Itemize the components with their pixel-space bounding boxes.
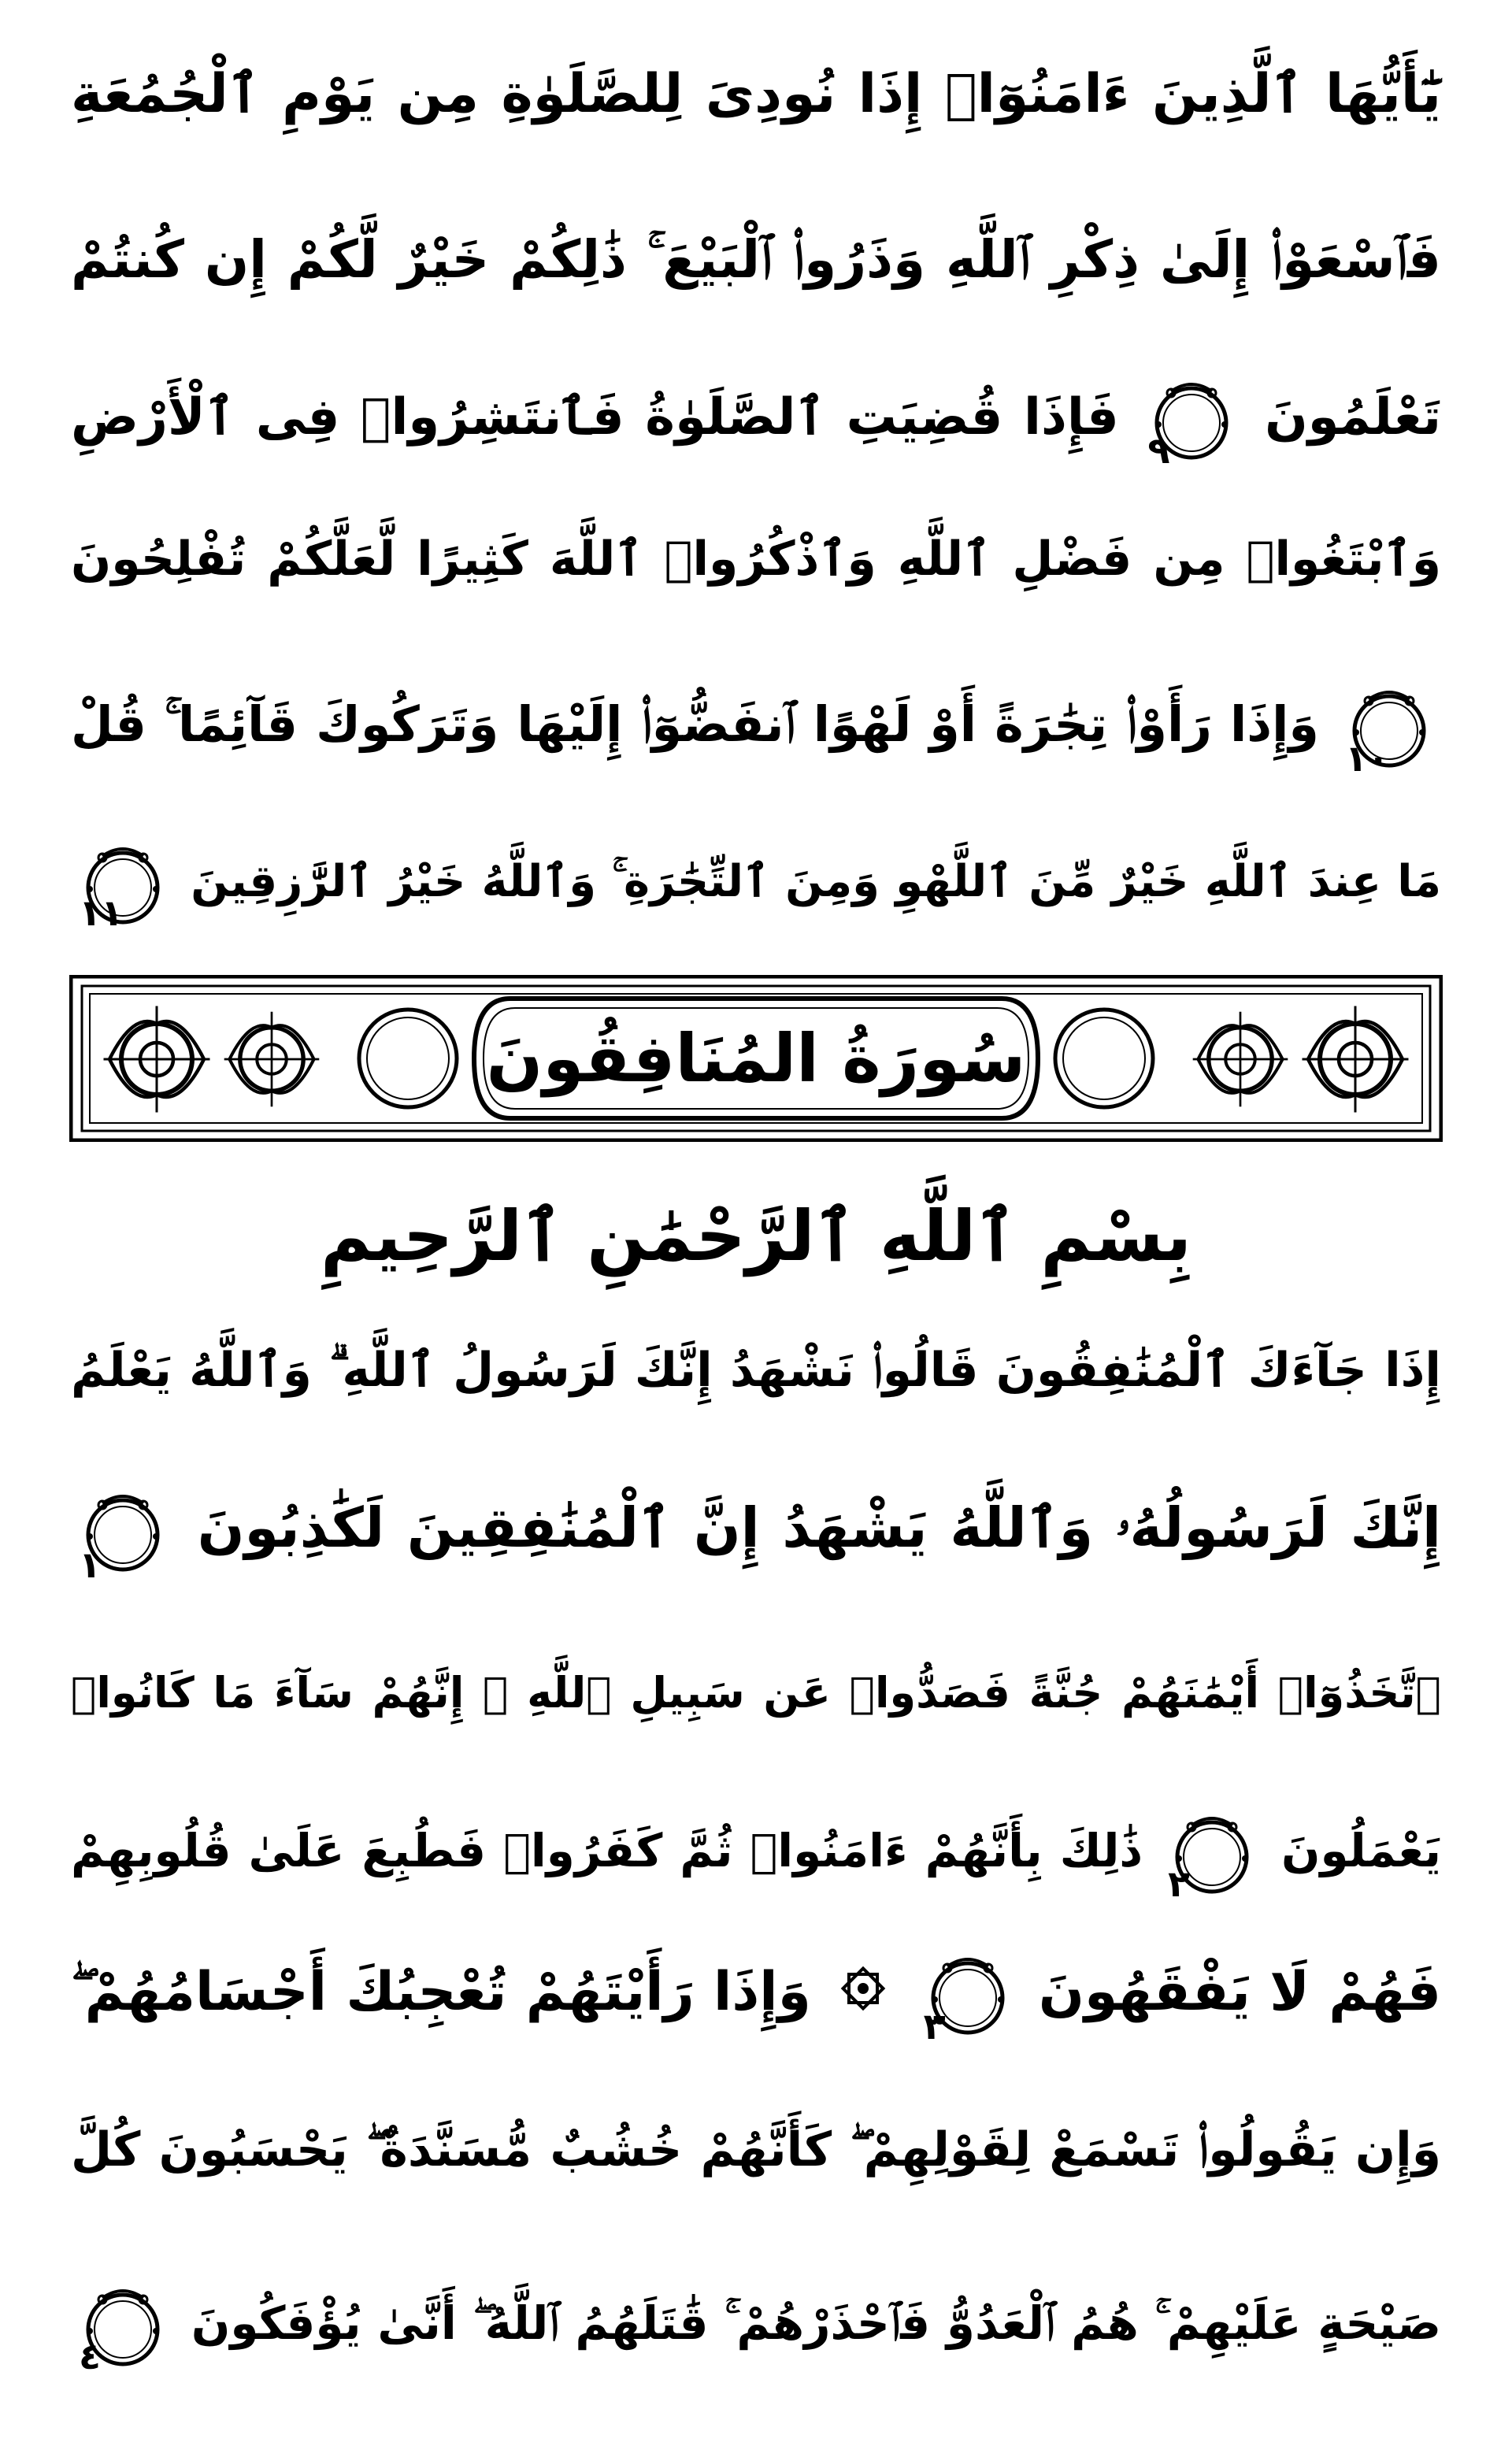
basmala: بِسْمِ ٱللَّهِ ٱلرَّحْمَٰنِ ٱلرَّحِيمِ bbox=[320, 1195, 1192, 1277]
ayah-number: ٣ bbox=[923, 2005, 946, 2048]
ayah-number: ١١ bbox=[79, 891, 124, 934]
verse-text: فَٱسْعَوْا۟ إِلَىٰ ذِكْرِ ٱللَّهِ وَذَرُوا۟ ٱلْبَيْعَ ۚ ذَٰلِكُمْ خَيْرٌ لَّكُمْ إِن كُنتُمْ bbox=[71, 229, 1441, 290]
verse-line-13 bbox=[71, 2252, 1441, 2394]
verse-line-4 bbox=[71, 488, 1441, 630]
verse-text: يَعْمَلُونَ bbox=[1281, 1824, 1441, 1877]
ayah-end-marker-icon bbox=[79, 840, 167, 934]
verse-text: مَا عِندَ ٱللَّهِ خَيْرٌ مِّنَ ٱللَّهْوِ وَمِنَ ٱلتِّجَٰرَةِ ۚ وَٱللَّهُ خَيْرُ ٱلرَّٰزِقِينَ bbox=[191, 856, 1441, 907]
ayah-end-marker-icon bbox=[1168, 1810, 1256, 1905]
ayah-number: ٩ bbox=[1147, 429, 1170, 473]
verse-line-5 bbox=[71, 654, 1441, 795]
verse-line-8 bbox=[71, 1457, 1441, 1599]
ayah-number: ١ bbox=[79, 1543, 102, 1586]
ayah-number: ٢ bbox=[1168, 1862, 1191, 1905]
verse-text: فَهُمْ لَا يَفْقَهُونَ bbox=[1038, 1961, 1441, 2023]
ayah-number: ١٠ bbox=[1345, 736, 1390, 780]
verse-line-9 bbox=[71, 1622, 1441, 1764]
verse-text: تَعْلَمُونَ bbox=[1265, 388, 1442, 447]
verse-text: إِذَا جَآءَكَ ٱلْمُنَٰفِقُونَ قَالُوا۟ نَشْهَدُ إِنَّكَ لَرَسُولُ ٱللَّهِ ۗ وَٱللَّهُ يَعْلَمُ bbox=[71, 1343, 1441, 1398]
verse-line-6 bbox=[71, 811, 1441, 953]
ayah-end-marker-icon bbox=[923, 1951, 1012, 2048]
ayah-number: ٤ bbox=[79, 2334, 102, 2377]
rub-el-hizb-icon bbox=[839, 1924, 887, 2066]
ayah-end-marker-icon bbox=[1345, 684, 1433, 780]
verse-line-2 bbox=[71, 189, 1441, 331]
ayah-end-marker-icon bbox=[79, 1488, 167, 1586]
verse-text: وَإِن يَقُولُوا۟ تَسْمَعْ لِقَوْلِهِمْ ۖ كَأَنَّهُمْ خُشُبٌ مُّسَنَّدَةٌ ۖ يَحْسَبُونَ كُلَّ bbox=[71, 2122, 1441, 2177]
verse-text: وَإِذَا رَأَيْتَهُمْ تُعْجِبُكَ أَجْسَامُهُمْ ۖ bbox=[71, 1961, 811, 2023]
surah-header-banner bbox=[69, 975, 1443, 1142]
verse-line-1 bbox=[71, 24, 1441, 165]
verse-text: وَٱبْتَغُوا۟ مِن فَضْلِ ٱللَّهِ وَٱذْكُرُوا۟ ٱللَّهَ كَثِيرًا لَّعَلَّكُمْ تُفْلِحُونَ bbox=[71, 532, 1441, 587]
ayah-end-marker-icon bbox=[1147, 376, 1236, 473]
verse-text: فَإِذَا قُضِيَتِ ٱلصَّلَوٰةُ فَٱنتَشِرُوا۟ فِى ٱلْأَرْضِ bbox=[71, 388, 1119, 447]
ayah-end-marker-icon bbox=[79, 2282, 167, 2377]
verse-text: إِنَّكَ لَرَسُولُهُۥ وَٱللَّهُ يَشْهَدُ إِنَّ ٱلْمُنَٰفِقِينَ لَكَٰذِبُونَ bbox=[197, 1495, 1441, 1560]
verse-text: ٱتَّخَذُوٓا۟ أَيْمَٰنَهُمْ جُنَّةً فَصَدُّوا۟ عَن سَبِيلِ ٱللَّهِ ۚ إِنَّهُمْ سَآءَ مَا كَانُوا۟ bbox=[71, 1668, 1441, 1718]
verse-text: صَيْحَةٍ عَلَيْهِمْ ۚ هُمُ ٱلْعَدُوُّ فَٱحْذَرْهُمْ ۚ قَٰتَلَهُمُ ٱللَّهُ ۖ أَنَّىٰ يُؤْفَكُونَ bbox=[191, 2296, 1441, 2350]
verse-line-11 bbox=[71, 1922, 1441, 2066]
verse-line-12 bbox=[71, 2079, 1441, 2221]
verse-line-7 bbox=[71, 1299, 1441, 1441]
verse-line-10 bbox=[71, 1780, 1441, 1922]
verse-line-3 bbox=[71, 347, 1441, 488]
verse-text: يَٰٓأَيُّهَا ٱلَّذِينَ ءَامَنُوٓا۟ إِذَا نُودِىَ لِلصَّلَوٰةِ مِن يَوْمِ ٱلْجُمُعَةِ bbox=[71, 63, 1441, 125]
surah-title: سُورَةُ المُنَافِقُونَ bbox=[486, 1020, 1026, 1097]
verse-text: ذَٰلِكَ بِأَنَّهُمْ ءَامَنُوا۟ ثُمَّ كَفَرُوا۟ فَطُبِعَ عَلَىٰ قُلُوبِهِمْ bbox=[71, 1824, 1143, 1877]
verse-text: وَإِذَا رَأَوْا۟ تِجَٰرَةً أَوْ لَهْوًا ٱنفَضُّوٓا۟ إِلَيْهَا وَتَرَكُوكَ قَآئِمًا ۚ قُلْ bbox=[71, 695, 1319, 753]
